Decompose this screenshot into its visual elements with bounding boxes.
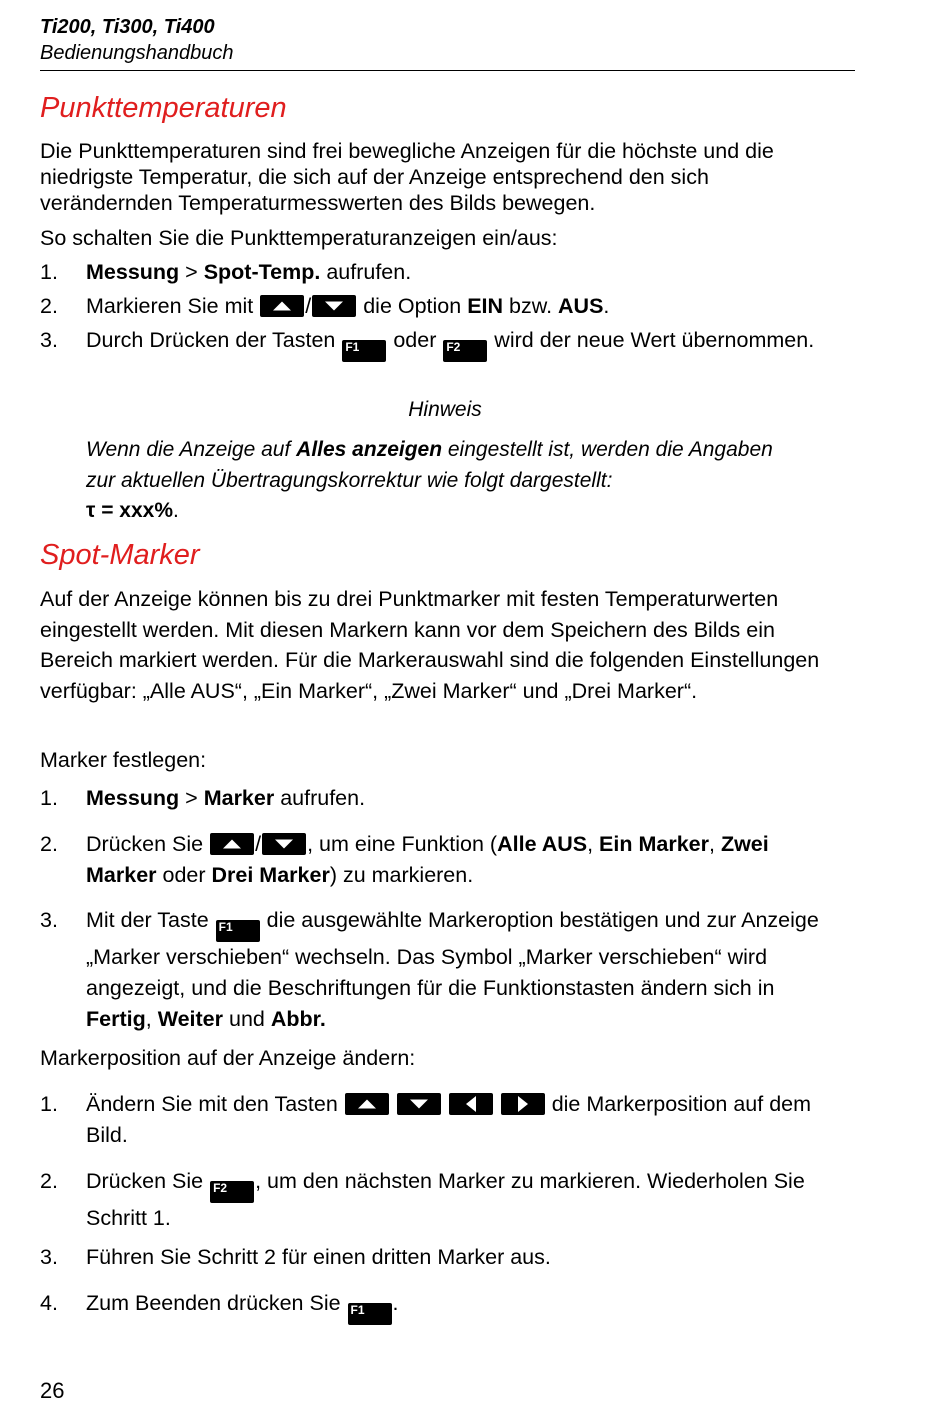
step-text-part: Markieren Sie mit [86,294,260,318]
option-aus: AUS [558,294,604,318]
step-number: 3. [40,908,58,932]
note-text [86,434,806,496]
step-text-part: , [587,832,600,856]
step-text-part: und [223,1007,271,1031]
step-text-part: Drücken Sie [86,1169,210,1193]
step-number: 3. [40,328,58,352]
step-text-part: ) zu markieren. [329,863,474,887]
step-text-part: . [603,294,610,318]
step-number: 4. [40,1291,58,1315]
step-text [86,1089,831,1151]
header-divider [40,70,855,71]
menu-path-messung: Messung [86,260,180,284]
step-text [86,1166,831,1234]
step-text-part: > [179,260,204,284]
step-text [86,905,831,1035]
note-title: Hinweis [408,398,482,421]
formula-period: . [173,499,179,522]
step-text-part: , um eine Funktion ( [307,832,498,856]
step-text-part: Zum Beenden drücken Sie [86,1291,347,1315]
section2-intro: Auf der Anzeige können bis zu drei Punktmarker mit festen Temperaturwerten eingestellt werden. Mit diesen Markern kann vor dem Speichern des Bilds ein Bereich markiert werden. Für die Markerauswahl sind die folgenden Einstellungen verfügbar: „Alle AUS“, „Ein Marker“, „Zwei Marker“ und „Drei Marker“. [40,587,820,703]
header-title: Ti200, Ti300, Ti400 [40,16,215,38]
arrow-down-key-icon [262,833,306,855]
menu-path-marker: Marker [203,786,275,810]
step-text [86,829,831,891]
arrow-right-key-icon [501,1093,545,1115]
option-ein-marker: Ein Marker [599,832,709,856]
step-text: Führen Sie Schritt 2 für einen dritten Marker aus. [86,1245,551,1269]
f2-key-icon: F2 [443,340,487,362]
step-text-part: die Option [357,294,468,318]
step-text-part: wird der neue Wert übernommen. [488,328,815,352]
step-text-part: aufrufen. [320,260,412,284]
step-text [86,327,831,362]
step-text-part: . [392,1291,399,1315]
softkey-abbr: Abbr. [270,1007,326,1031]
f2-key-icon: F2 [210,1181,254,1203]
step-number: 2. [40,294,58,318]
step-number: 2. [40,1169,58,1193]
menu-path-spot-temp: Spot-Temp. [203,260,321,284]
step-text [86,1288,831,1325]
step-text-part: bzw. [503,294,559,318]
arrow-down-key-icon [312,295,356,317]
step-number: 3. [40,1245,58,1269]
arrow-up-key-icon [260,295,304,317]
softkey-weiter: Weiter [157,1007,224,1031]
step-number: 1. [40,260,58,284]
step-text-part: > [179,786,204,810]
arrow-down-key-icon [397,1093,441,1115]
step-text-part: die Markerposition auf dem Bild. [86,1092,812,1147]
arrow-left-key-icon [449,1093,493,1115]
step-text-part: , [145,1007,158,1031]
key-separator: / [305,294,312,318]
move-markers-title: Markerposition auf der Anzeige ändern: [40,1046,416,1070]
step-text-part: Drücken Sie [86,832,210,856]
note-formula [86,499,179,523]
step-text-part: oder [387,328,443,352]
option-drei-marker: Drei Marker [211,863,330,887]
note-text-part: eingestellt ist, werden die Angaben zur aktuellen Übertragungskorrektur wie folgt dargestellt: [86,438,773,492]
step-text [86,293,831,319]
softkey-fertig: Fertig [86,1007,146,1031]
f1-key-icon: F1 [342,340,386,362]
page-number: 26 [40,1378,65,1403]
set-markers-title: Marker festlegen: [40,748,207,772]
section1-intro: Die Punkttemperaturen sind frei bewegliche Anzeigen für die höchste und die niedrigste Temperatur, die sich auf der Anzeige entsprechend den sich verändernden Temperaturmesswerten des Bilds bewegen. [40,139,774,215]
step-number: 2. [40,832,58,856]
key-separator: / [255,832,262,856]
option-alle-aus: Alle AUS [497,832,588,856]
step-text-part: Durch Drücken der Tasten [86,328,342,352]
step-text-part: oder [156,863,212,887]
running-header [40,14,855,66]
header-subtitle: Bedienungshandbuch [40,42,234,64]
arrow-up-key-icon [210,833,254,855]
f1-key-icon: F1 [216,920,260,942]
section-heading-spot-marker: Spot-Marker [40,539,200,571]
step-text-part: , um den nächsten Marker zu markieren. Wiederholen Sie Schritt 1. [86,1169,805,1230]
section1-instruction: So schalten Sie die Punkttemperaturanzeigen ein/aus: [40,226,558,250]
step-text [86,783,831,814]
step-number: 1. [40,1092,58,1116]
section-heading-punkttemperaturen: Punkttemperaturen [40,92,287,124]
option-ein: EIN [467,294,504,318]
f1-key-icon: F1 [348,1303,392,1325]
step-text-part: aufrufen. [274,786,366,810]
option-zwei-marker: Zwei Marker [86,832,769,887]
step-text-part: Ändern Sie mit den Tasten [86,1092,344,1116]
step-text-part: Mit der Taste [86,908,215,932]
step-text [86,259,831,285]
note-text-part: Wenn die Anzeige auf [86,438,297,461]
note-setting-alles-anzeigen: Alles anzeigen [296,438,443,461]
step-text-part: , [708,832,721,856]
arrow-up-key-icon [345,1093,389,1115]
menu-path-messung: Messung [86,786,180,810]
transmission-formula: τ = xxx% [86,499,174,522]
step-number: 1. [40,786,58,810]
step-text-part: die ausgewählte Markeroption bestätigen und zur Anzeige „Marker verschieben“ wechseln. Das Symbol „Marker verschieben“ wird angezeigt, und die Beschriftungen für die Funktionstasten ändern sich in [86,908,819,1000]
